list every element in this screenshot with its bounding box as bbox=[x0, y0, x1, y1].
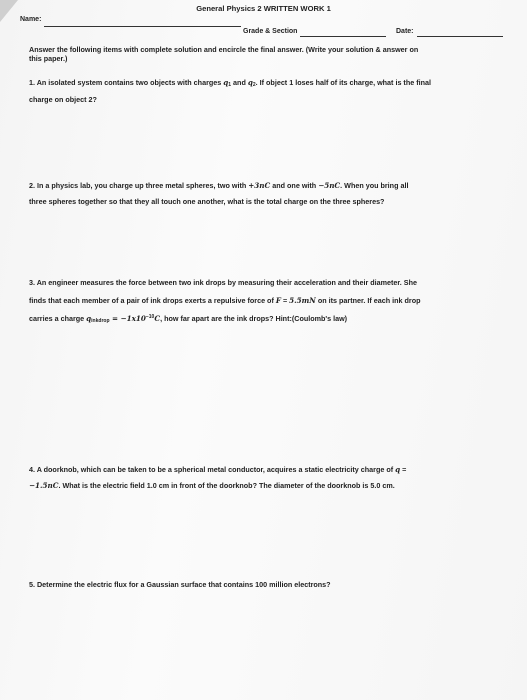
worksheet-title: General Physics 2 WRITTEN WORK 1 bbox=[196, 4, 331, 13]
question-3-line-1: 3. An engineer measures the force between two ink drops by measuring their acceleration and their diameter. She bbox=[29, 278, 417, 287]
instructions-line-2: this paper.) bbox=[29, 54, 68, 63]
grade-section-line[interactable] bbox=[300, 36, 386, 37]
question-5-line-1: 5. Determine the electric flux for a Gaussian surface that contains 100 million electrons? bbox=[29, 580, 331, 589]
name-line[interactable] bbox=[44, 26, 241, 27]
question-2-line-2: three spheres together so that they all touch one another, what is the total charge on the three spheres? bbox=[29, 197, 385, 206]
instructions-line-1: Answer the following items with complete solution and encircle the final answer. (Write your solution & answer on bbox=[29, 45, 419, 54]
question-2-line-1: 2. In a physics lab, you charge up three metal spheres, two with +3nC and one with −5nC. When you bring all bbox=[29, 181, 409, 190]
question-4-line-1: 4. A doorknob, which can be taken to be a spherical metal conductor, acquires a static electricity charge of q = bbox=[29, 465, 407, 474]
name-label: Name: bbox=[20, 16, 42, 23]
date-line[interactable] bbox=[417, 36, 503, 37]
grade-section-label: Grade & Section bbox=[243, 28, 298, 35]
question-1-line-1: 1. An isolated system contains two objects with charges $q_1$ and $q_2$. If object 1 loses half of its charge, what is the final bbox=[29, 78, 431, 88]
question-4-line-2: −1.5nC. What is the electric field 1.0 cm in front of the doorknob? The diameter of the doorknob is 5.0 cm. bbox=[29, 481, 395, 490]
question-3-line-2: finds that each member of a pair of ink drops exerts a repulsive force of F = 5.5mN on its partner. If each ink drop bbox=[29, 296, 421, 305]
date-label: Date: bbox=[396, 28, 414, 35]
question-3-line-3: carries a charge $q_{inkdrop} = -1x10^{-10}C$, how far apart are the ink drops? Hint:(Coulomb's law) bbox=[29, 314, 348, 324]
question-1-line-2: charge on object 2? bbox=[29, 95, 97, 104]
